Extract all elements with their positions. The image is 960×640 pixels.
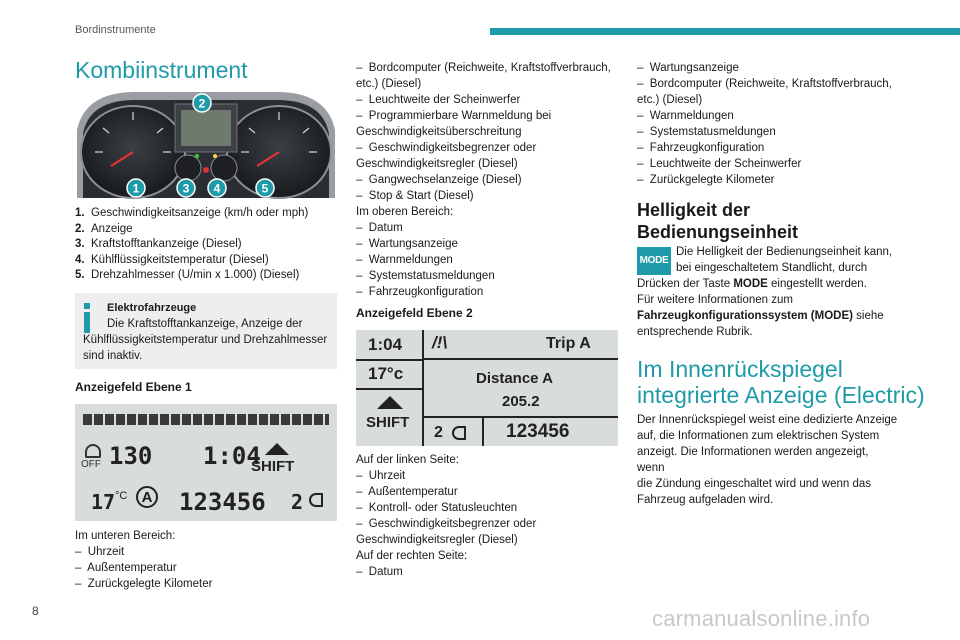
- col2-top-list: [356, 60, 618, 300]
- brightness-text-line: entsprechende Rubrik.: [637, 326, 753, 338]
- list-item: – Warnmeldungen: [637, 110, 734, 122]
- list-item: – Systemstatusmeldungen: [637, 126, 776, 138]
- list-item-text: Warnmeldungen: [368, 254, 453, 266]
- list-item-text: Außentemperatur: [87, 562, 177, 574]
- legend-text: Kühlflüssigkeitstemperatur (Diesel): [91, 253, 269, 266]
- list-item-text: Geschwindigkeitsbegrenzer oder: [368, 142, 537, 154]
- callout-5: [255, 178, 275, 203]
- list-item-text: Uhrzeit: [87, 546, 125, 558]
- list-item-text: Geschwindigkeitsbegrenzer oder: [368, 518, 537, 530]
- list-item: – Warnmeldungen: [356, 254, 453, 266]
- list-item-text: Bordcomputer (Reichweite, Kraftstoffverbrauch,: [649, 78, 892, 90]
- divider: [356, 359, 422, 361]
- display-temp: 17: [91, 490, 116, 514]
- callout-1: [126, 178, 146, 203]
- shift-up-arrow-icon: [265, 443, 289, 455]
- list-item-text: Kontroll- oder Statusleuchten: [368, 502, 518, 514]
- cluster-legend: [75, 206, 308, 284]
- legend-number: 3.: [75, 238, 85, 250]
- legend-item: [75, 268, 308, 284]
- callout-3: [176, 178, 196, 203]
- list-item-text: Bordcomputer (Reichweite, Kraftstoffverbrauch,: [368, 62, 611, 74]
- config-keyword: Fahrzeugkonfigurationssystem (MODE): [637, 310, 853, 322]
- brightness-text-line: bei eingeschaltetem Standlicht, durch: [676, 262, 868, 274]
- list-item: – Gangwechselanzeige (Diesel): [356, 174, 522, 186]
- auto-mode-icon: A: [136, 486, 158, 508]
- display-temp-unit: °C: [115, 490, 128, 502]
- headlamp-icon: [452, 426, 466, 440]
- speed-limiter-icon: [85, 444, 101, 458]
- legend-text: Anzeige: [91, 222, 133, 235]
- legend-item: [75, 206, 308, 222]
- list-item: – Datum: [356, 566, 403, 578]
- d2-trip: Trip A: [546, 335, 591, 352]
- segment-bar: [83, 414, 329, 425]
- mirror-text-line: Fahrzeug aufgeladen wird.: [637, 494, 774, 506]
- list-item-text: Zurückgelegte Kilometer: [87, 578, 213, 590]
- info-text-line: sind inaktiv.: [83, 350, 143, 362]
- list-item-text: Datum: [368, 566, 403, 578]
- limiter-off-label: OFF: [81, 459, 101, 470]
- list-item: – Geschwindigkeitsbegrenzer oder: [356, 142, 537, 154]
- warning-icon: /!\: [432, 333, 448, 352]
- divider: [424, 358, 618, 360]
- info-text-line: Kühlflüssigkeitstemperatur und Drehzahlmesser: [83, 334, 328, 346]
- list-item-text: Wartungsanzeige: [368, 238, 458, 250]
- brightness-heading-line: Helligkeit der: [637, 200, 751, 220]
- list-item-cont: etc.) (Diesel): [637, 94, 703, 106]
- list-item: – Wartungsanzeige: [637, 62, 739, 74]
- list-item: – Wartungsanzeige: [356, 238, 458, 250]
- col3-top-list: [637, 60, 899, 188]
- list-item-text: Außentemperatur: [368, 486, 458, 498]
- legend-item: [75, 222, 308, 238]
- list-item: – Fahrzeugkonfiguration: [356, 286, 484, 298]
- callout-4: [207, 178, 227, 203]
- list-item: – Leuchtweite der Scheinwerfer: [356, 94, 521, 106]
- list-item-text: Systemstatusmeldungen: [649, 126, 776, 138]
- list-item-text: Stop & Start (Diesel): [368, 190, 474, 202]
- text-span: eingestellt werden.: [767, 278, 867, 290]
- mirror-text-line: auf, die Informationen zum elektrischen System: [637, 430, 880, 442]
- text-span: siehe: [852, 310, 884, 322]
- mode-keyword: MODE: [733, 278, 768, 290]
- level2-heading: Anzeigefeld Ebene 2: [356, 306, 473, 320]
- legend-number: 1.: [75, 207, 85, 219]
- list-item-text: Leuchtweite der Scheinwerfer: [649, 158, 802, 170]
- shift-up-arrow-icon: [377, 396, 403, 409]
- list-item: – Uhrzeit: [75, 546, 125, 558]
- list-item: – Leuchtweite der Scheinwerfer: [637, 158, 802, 170]
- list-item: – Programmierbare Warnmeldung bei: [356, 110, 552, 122]
- headlamp-level: 2: [291, 490, 304, 514]
- brightness-text-line: Die Helligkeit der Bedienungseinheit kann,: [676, 246, 893, 258]
- list-item-cont: etc.) (Diesel): [356, 78, 422, 90]
- mirror-heading: [637, 356, 925, 408]
- list-item-text: Leuchtweite der Scheinwerfer: [368, 94, 521, 106]
- list-item-text: Wartungsanzeige: [649, 62, 739, 74]
- brightness-heading: [637, 199, 798, 243]
- col2-bottom-list: [356, 452, 618, 580]
- divider: [482, 418, 484, 446]
- d2-shift: SHIFT: [366, 414, 410, 431]
- legend-item: [75, 237, 308, 253]
- header-accent-bar: [490, 28, 960, 35]
- legend-item: [75, 253, 308, 269]
- mirror-heading-line: integrierte Anzeige (Electric): [637, 382, 925, 408]
- legend-text: Geschwindigkeitsanzeige (km/h oder mph): [91, 207, 309, 219]
- callout-2-label: 2: [198, 96, 206, 111]
- shift-label: SHIFT: [251, 458, 295, 475]
- text-span: Drücken der Taste: [637, 278, 734, 290]
- callout-3-label: 3: [182, 181, 190, 196]
- list-item-cont: Geschwindigkeitsüberschreitung: [356, 126, 522, 138]
- mirror-heading-line: Im Innenrückspiegel: [637, 356, 843, 382]
- legend-number: 5.: [75, 269, 85, 281]
- legend-number: 2.: [75, 222, 85, 235]
- mirror-text-line: Der Innenrückspiegel weist eine dedizierte Anzeige: [637, 414, 898, 426]
- list-item: – Stop & Start (Diesel): [356, 190, 474, 202]
- list-item: – Bordcomputer (Reichweite, Kraftstoffverbrauch,: [356, 62, 611, 74]
- list-item-text: Fahrzeugkonfiguration: [368, 286, 484, 298]
- page-title: Kombiinstrument: [75, 57, 248, 83]
- d2-time: 1:04: [368, 335, 403, 354]
- level1-heading: Anzeigefeld Ebene 1: [75, 380, 192, 394]
- divider: [424, 416, 618, 418]
- right-intro: Auf der rechten Seite:: [356, 550, 468, 562]
- list-item: – Systemstatusmeldungen: [356, 270, 495, 282]
- mirror-text-line: die Zündung eingeschaltet wird und wenn das: [637, 478, 871, 490]
- list-item: – Bordcomputer (Reichweite, Kraftstoffverbrauch,: [637, 78, 892, 90]
- callout-1-label: 1: [132, 181, 140, 196]
- info-icon: [84, 303, 90, 333]
- list-item-text: Zurückgelegte Kilometer: [649, 174, 775, 186]
- display-level1: [75, 404, 337, 521]
- list-item-text: Gangwechselanzeige (Diesel): [368, 174, 522, 186]
- callout-4-label: 4: [213, 181, 221, 196]
- display-odometer: 123456: [179, 488, 266, 516]
- legend-text: Drehzahlmesser (U/min x 1.000) (Diesel): [91, 269, 300, 281]
- divider: [422, 330, 424, 446]
- list-item-text: Programmierbare Warnmeldung bei: [368, 110, 552, 122]
- brightness-text-line: [637, 308, 884, 324]
- list-item: – Fahrzeugkonfiguration: [637, 142, 765, 154]
- callout-2: [192, 93, 212, 118]
- list-item: – Geschwindigkeitsbegrenzer oder: [356, 518, 537, 530]
- info-box: [75, 293, 337, 369]
- mode-button-icon: MODE: [637, 247, 671, 275]
- watermark: carmanualsonline.info: [652, 606, 871, 631]
- list-item: – Zurückgelegte Kilometer: [75, 578, 213, 590]
- display-time: 1:04: [203, 442, 261, 470]
- list-item: – Zurückgelegte Kilometer: [637, 174, 775, 186]
- section-header: Bordinstrumente: [75, 24, 156, 36]
- brightness-text-line: [637, 276, 867, 292]
- d2-headlamp-level: 2: [434, 424, 443, 441]
- list-item-text: Uhrzeit: [368, 470, 406, 482]
- d2-distance-label: Distance A: [476, 370, 553, 387]
- info-text-line: Die Kraftstofftankanzeige, Anzeige der: [107, 318, 303, 330]
- legend-number: 4.: [75, 253, 85, 266]
- divider: [356, 388, 422, 390]
- left-intro: Auf der linken Seite:: [356, 454, 459, 466]
- mirror-text-line: anzeigt. Die Informationen werden angezeigt, wenn: [637, 446, 869, 474]
- callout-5-label: 5: [261, 181, 269, 196]
- list-item-text: Datum: [368, 222, 403, 234]
- list-item-text: Systemstatusmeldungen: [368, 270, 495, 282]
- list-item: – Kontroll- oder Statusleuchten: [356, 502, 518, 514]
- list-item-text: Fahrzeugkonfiguration: [649, 142, 765, 154]
- upper-intro: Im oberen Bereich:: [356, 206, 454, 218]
- list-item-cont: Geschwindigkeitsregler (Diesel): [356, 534, 518, 546]
- d2-odometer: 123456: [506, 421, 570, 442]
- list-item: – Außentemperatur: [356, 486, 458, 498]
- d2-temp: 17°c: [368, 364, 404, 383]
- list-item-text: Warnmeldungen: [649, 110, 734, 122]
- info-title: Elektrofahrzeuge: [107, 302, 197, 314]
- brightness-heading-line: Bedienungseinheit: [637, 222, 799, 242]
- d2-distance-value: 205.2: [502, 393, 540, 410]
- list-item: – Uhrzeit: [356, 470, 406, 482]
- page-number: 8: [32, 604, 39, 618]
- list-item: – Datum: [356, 222, 403, 234]
- headlamp-icon: [309, 493, 323, 507]
- display-level2: [356, 330, 618, 446]
- lower-intro: Im unteren Bereich:: [75, 530, 176, 542]
- brightness-text-line: Für weitere Informationen zum: [637, 294, 793, 306]
- list-item-cont: Geschwindigkeitsregler (Diesel): [356, 158, 518, 170]
- list-item: – Außentemperatur: [75, 562, 177, 574]
- lower-list: [75, 544, 212, 592]
- legend-text: Kraftstofftankanzeige (Diesel): [91, 238, 242, 250]
- mirror-paragraph: [637, 412, 899, 508]
- display-speed: 130: [109, 442, 153, 470]
